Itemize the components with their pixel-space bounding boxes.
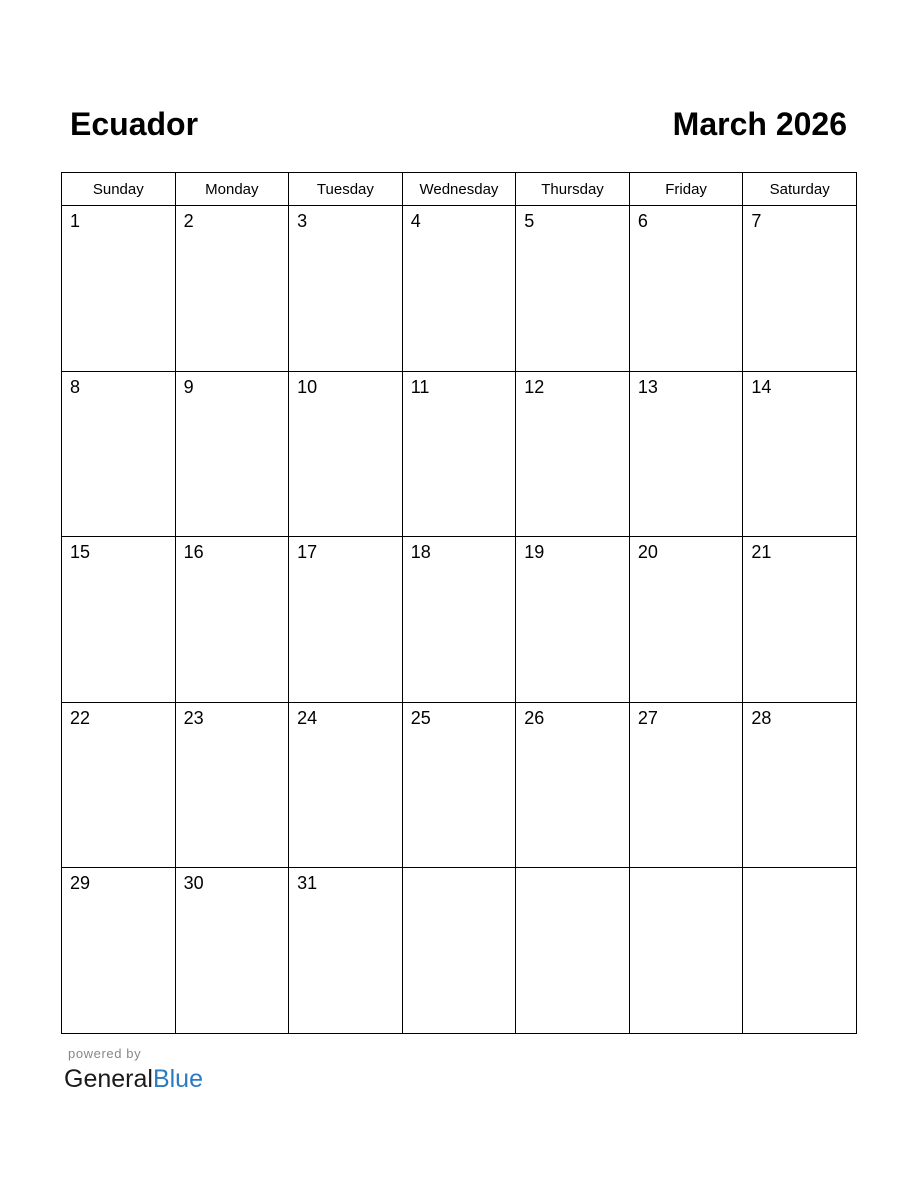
day-cell (516, 537, 630, 703)
day-number: 9 (183, 376, 194, 397)
calendar-grid (61, 172, 857, 1034)
day-cell (629, 702, 743, 868)
day-cell (289, 868, 403, 1034)
day-number: 19 (524, 542, 545, 563)
day-cell (516, 868, 630, 1034)
day-number: 20 (637, 542, 658, 563)
day-cell (516, 206, 630, 372)
day-cell (175, 868, 289, 1034)
day-cell (289, 537, 403, 703)
day-number: 15 (70, 542, 91, 563)
week-row-2 (62, 371, 857, 537)
day-number: 12 (524, 376, 545, 397)
day-cell (402, 206, 516, 372)
day-number: 10 (297, 376, 318, 397)
day-cell (743, 537, 857, 703)
day-cell (175, 206, 289, 372)
weekday-saturday: Saturday (743, 173, 857, 206)
day-cell (743, 206, 857, 372)
day-cell (62, 537, 176, 703)
day-number: 16 (183, 542, 204, 563)
day-cell (743, 868, 857, 1034)
day-cell (743, 371, 857, 537)
day-cell (516, 702, 630, 868)
day-number (630, 868, 743, 872)
day-number: 26 (524, 707, 545, 728)
day-number (516, 868, 629, 872)
day-cell (629, 868, 743, 1034)
weekday-monday: Monday (175, 173, 289, 206)
brand-blue-text: Blue (152, 1065, 203, 1093)
country-title: Ecuador (70, 106, 199, 142)
weekday-sunday: Sunday (62, 173, 176, 206)
day-number: 31 (297, 873, 318, 894)
day-number: 2 (183, 211, 194, 231)
day-number: 6 (637, 211, 648, 231)
day-cell (62, 371, 176, 537)
day-number (403, 868, 516, 872)
brand-general-text: General (64, 1065, 153, 1093)
day-number: 22 (70, 707, 91, 728)
weekday-wednesday: Wednesday (402, 173, 516, 206)
day-cell (175, 537, 289, 703)
day-number: 13 (637, 376, 658, 397)
powered-by-text: powered by (68, 1046, 142, 1061)
day-number: 8 (70, 376, 81, 397)
day-number: 30 (183, 873, 204, 894)
day-cell (402, 371, 516, 537)
day-number: 17 (297, 542, 318, 563)
day-cell (289, 371, 403, 537)
day-number: 27 (637, 707, 658, 728)
day-cell (289, 206, 403, 372)
day-number: 24 (297, 707, 318, 728)
day-number: 23 (183, 707, 204, 728)
day-cell (516, 371, 630, 537)
day-cell (743, 702, 857, 868)
day-cell (629, 206, 743, 372)
day-number: 1 (70, 211, 81, 231)
day-cell (62, 206, 176, 372)
day-number: 18 (410, 542, 431, 563)
footer (64, 1046, 203, 1094)
day-cell (62, 868, 176, 1034)
week-row-1 (62, 206, 857, 372)
day-cell (402, 702, 516, 868)
generalblue-logo[interactable] (64, 1064, 203, 1094)
week-row-3 (62, 537, 857, 703)
day-cell (402, 868, 516, 1034)
month-year-title: March 2026 (672, 106, 847, 142)
day-number: 29 (70, 873, 91, 894)
day-number: 5 (524, 211, 535, 231)
day-cell (289, 702, 403, 868)
day-cell (175, 702, 289, 868)
day-number: 11 (410, 376, 430, 397)
day-cell (629, 371, 743, 537)
day-cell (175, 371, 289, 537)
day-cell (62, 702, 176, 868)
weekday-header-row (62, 173, 857, 206)
day-number: 4 (410, 211, 421, 231)
week-row-5 (62, 868, 857, 1034)
day-number (743, 868, 856, 872)
weekday-thursday: Thursday (516, 173, 630, 206)
day-number: 3 (297, 211, 308, 231)
day-number: 21 (751, 542, 772, 563)
week-row-4 (62, 702, 857, 868)
weekday-tuesday: Tuesday (289, 173, 403, 206)
day-number: 14 (751, 376, 772, 397)
day-cell (402, 537, 516, 703)
day-number: 28 (751, 707, 772, 728)
weekday-friday: Friday (629, 173, 743, 206)
day-cell (629, 537, 743, 703)
day-number: 25 (410, 707, 431, 728)
day-number: 7 (751, 211, 762, 231)
